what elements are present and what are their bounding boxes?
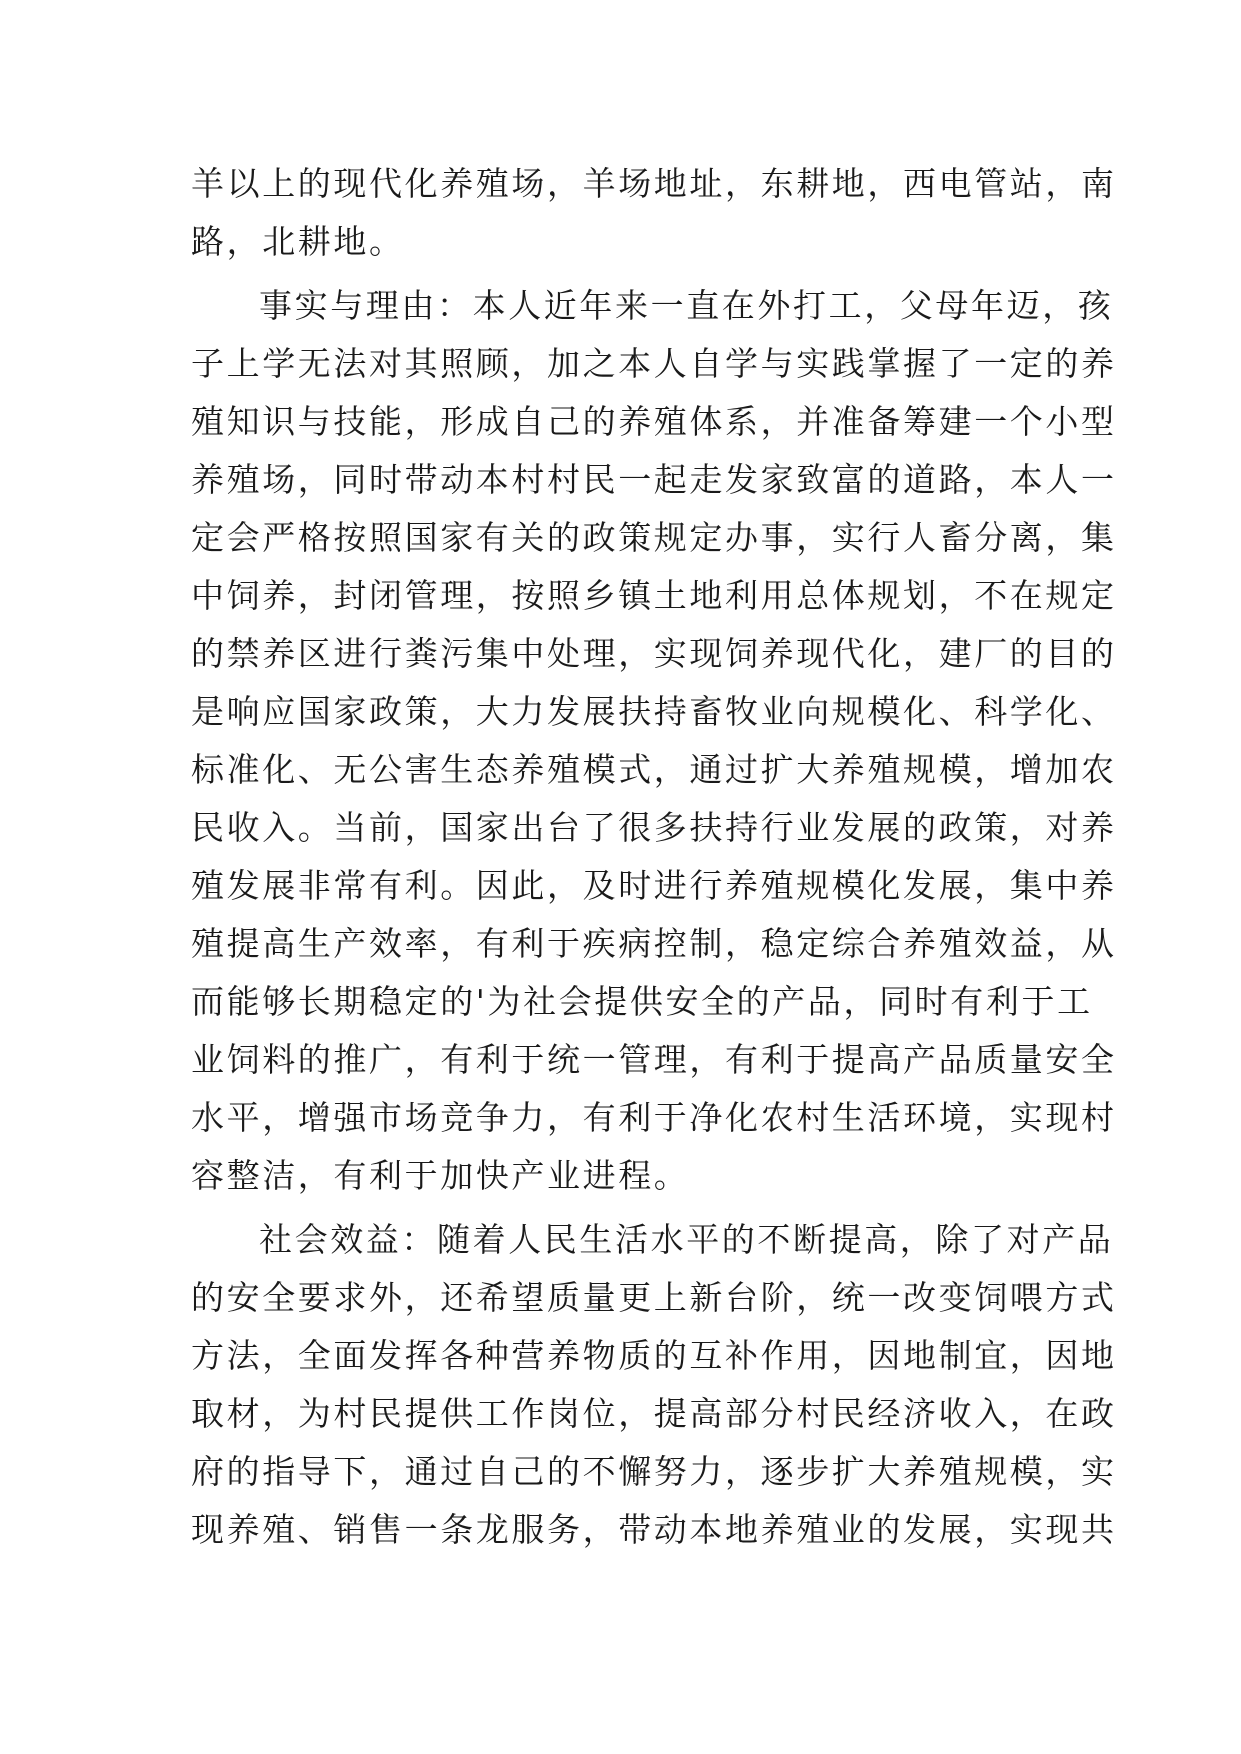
paragraph-3 — [191, 1211, 1117, 1559]
text-line: 的安全要求外，还希望质量更上新台阶，统一改变饲喂方式 — [191, 1278, 1117, 1317]
text-line: 社会效益：随着人民生活水平的不断提高，除了对产品 — [259, 1220, 1114, 1259]
text-line: 标准化、无公害生态养殖模式，通过扩大养殖规模，增加农 — [191, 750, 1117, 789]
text-line: 容整洁，有利于加快产业进程。 — [191, 1156, 690, 1195]
text-line: 现养殖、销售一条龙服务，带动本地养殖业的发展，实现共 — [191, 1510, 1117, 1549]
text-line: 业饲料的推广，有利于统一管理，有利于提高产品质量安全 — [191, 1040, 1117, 1079]
text-line: 方法，全面发挥各种营养物质的互补作用，因地制宜，因地 — [191, 1336, 1117, 1375]
text-line: 养殖场，同时带动本村村民一起走发家致富的道路，本人一 — [191, 460, 1117, 499]
text-line: 路，北耕地。 — [191, 222, 405, 261]
text-line: 定会严格按照国家有关的政策规定办事，实行人畜分离，集 — [191, 518, 1117, 557]
text-line: 府的指导下，通过自己的不懈努力，逐步扩大养殖规模，实 — [191, 1452, 1117, 1491]
text-line: 殖发展非常有利。因此，及时进行养殖规模化发展，集中养 — [191, 866, 1117, 905]
text-line: 殖知识与技能，形成自己的养殖体系，并准备筹建一个小型 — [191, 402, 1117, 441]
text-line: 是响应国家政策，大力发展扶持畜牧业向规模化、科学化、 — [191, 692, 1117, 731]
text-line: 事实与理由：本人近年来一直在外打工，父母年迈，孩 — [259, 286, 1114, 325]
text-line: 民收入。当前，国家出台了很多扶持行业发展的政策，对养 — [191, 808, 1117, 847]
paragraph-1 — [191, 155, 1117, 271]
document-body — [191, 155, 1117, 1559]
text-line: 羊以上的现代化养殖场，羊场地址，东耕地，西电管站，南 — [191, 164, 1117, 203]
text-line: 的禁养区进行粪污集中处理，实现饲养现代化，建厂的目的 — [191, 634, 1117, 673]
text-line: 殖提高生产效率，有利于疾病控制，稳定综合养殖效益，从 — [191, 924, 1117, 963]
text-line: 子上学无法对其照顾，加之本人自学与实践掌握了一定的养 — [191, 344, 1117, 383]
text-line: 水平，增强市场竞争力，有利于净化农村生活环境，实现村 — [191, 1098, 1117, 1137]
paragraph-2 — [191, 277, 1117, 1205]
text-line: 取材，为村民提供工作岗位，提高部分村民经济收入，在政 — [191, 1394, 1117, 1433]
text-line: 中饲养，封闭管理，按照乡镇土地利用总体规划，不在规定 — [191, 576, 1117, 615]
text-line: 而能够长期稳定的'为社会提供安全的产品，同时有利于工 — [191, 982, 1093, 1021]
